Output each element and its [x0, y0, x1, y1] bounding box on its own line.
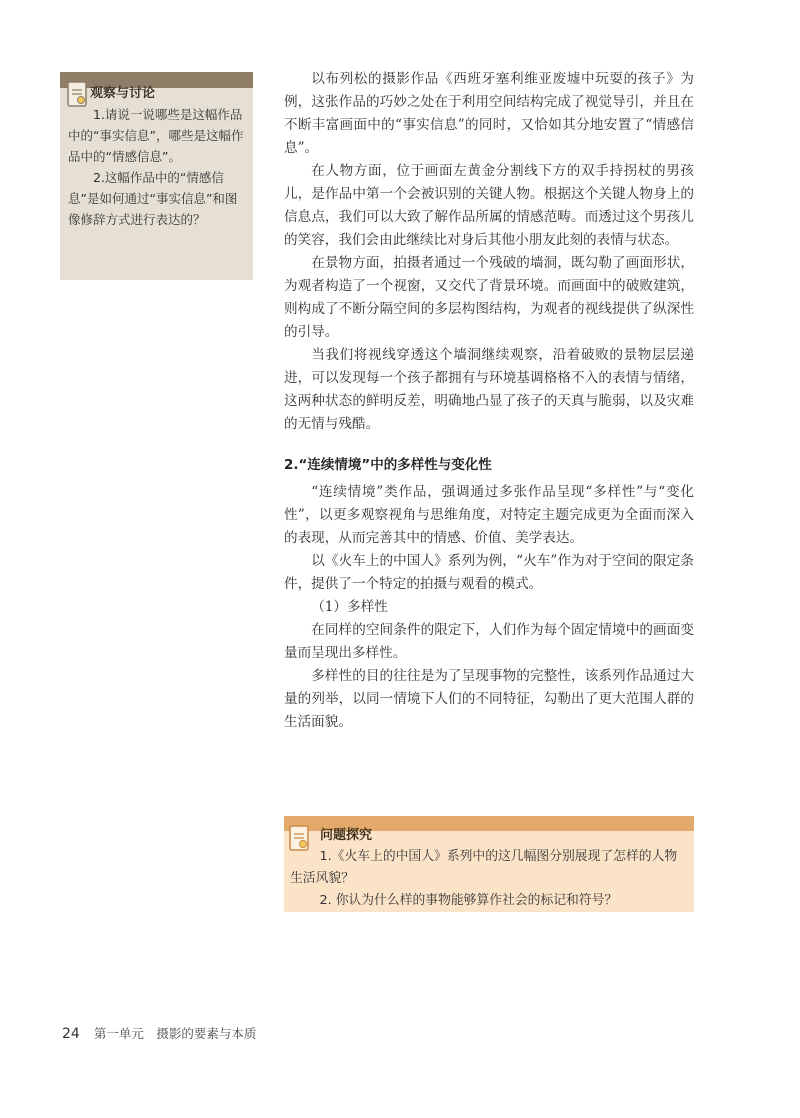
section-heading-2: 2.“连续情境”中的多样性与变化性	[284, 457, 492, 473]
paragraph-6: 以《火车上的中国人》系列为例，“火车”作为对于空间的限定条件，提供了一个特定的拍摄与观看的模式。	[284, 553, 694, 592]
paragraph-1: 以布列松的摄影作品《西班牙塞利维亚废墟中玩耍的孩子》为例，这张作品的巧妙之处在于利用空间结构完成了视觉导引，并且在不断丰富画面中的“事实信息”的同时，又恰如其分地安置了“情感信息”。	[284, 71, 694, 156]
observe-discuss-box	[60, 72, 253, 280]
main-text-column	[284, 68, 694, 734]
inquiry-title: 问题探究	[320, 828, 373, 843]
observe-question-2: 2.这幅作品中的“情感信息”是如何通过“事实信息”和图像修辞方式进行表达的？	[68, 170, 238, 227]
subheading-diversity: （1）多样性	[311, 599, 388, 615]
paragraph-3: 在景物方面，拍摄者通过一个残破的墙洞，既勾勒了画面形状，为观者构造了一个视窗，又交代了背景环境。而画面中的破败建筑，则构成了不断分隔空间的多层构图结构，为观者的视线提供了纵深性的引导。	[284, 255, 694, 340]
observe-discuss-body	[68, 104, 246, 230]
page-number: 24	[62, 1026, 80, 1042]
inquiry-question-1: 1.《火车上的中国人》系列中的这几幅图分别展现了怎样的人物生活风貌？	[290, 849, 678, 886]
observe-discuss-title: 观察与讨论	[90, 86, 156, 101]
observe-question-1: 1.请说一说哪些是这幅作品中的“事实信息”，哪些是这幅作品中的“情感信息”。	[68, 107, 244, 164]
paragraph-2: 在人物方面，位于画面左黄金分割线下方的双手持拐杖的男孩儿，是作品中第一个会被识别的关键人物。根据这个关键人物身上的信息点，我们可以大致了解作品所属的情感范畴。而透过这个男孩儿的笑容，我们会由此继续比对身后其他小朋友此刻的表情与状态。	[284, 163, 694, 248]
page-footer	[62, 1024, 256, 1042]
inquiry-question-2: 2. 你认为什么样的事物能够算作社会的标记和符号？	[319, 893, 618, 908]
chapter-title: 第一单元 摄影的要素与本质	[93, 1026, 257, 1041]
inquiry-box	[284, 816, 694, 912]
paragraph-7: 在同样的空间条件的限定下，人们作为每个固定情境中的画面变量而呈现出多样性。	[284, 622, 694, 661]
inquiry-body	[290, 846, 688, 912]
paragraph-8: 多样性的目的往往是为了呈现事物的完整性，该系列作品通过大量的列举，以同一情境下人们的不同特征，勾勒出了更大范围人群的生活面貌。	[284, 668, 694, 730]
paragraph-4: 当我们将视线穿透这个墙洞继续观察，沿着破败的景物层层递进，可以发现每一个孩子都拥有与环境基调格格不入的表情与情绪，这两种状态的鲜明反差，明确地凸显了孩子的天真与脆弱，以及灾难的无情与残酷。	[284, 347, 694, 432]
paragraph-5: “连续情境”类作品，强调通过多张作品呈现“多样性”与“变化性”，以更多观察视角与思维角度，对特定主题完成更为全面而深入的表现，从而完善其中的情感、价值、美学表达。	[284, 484, 694, 546]
observe-discuss-header-bar	[60, 72, 253, 88]
